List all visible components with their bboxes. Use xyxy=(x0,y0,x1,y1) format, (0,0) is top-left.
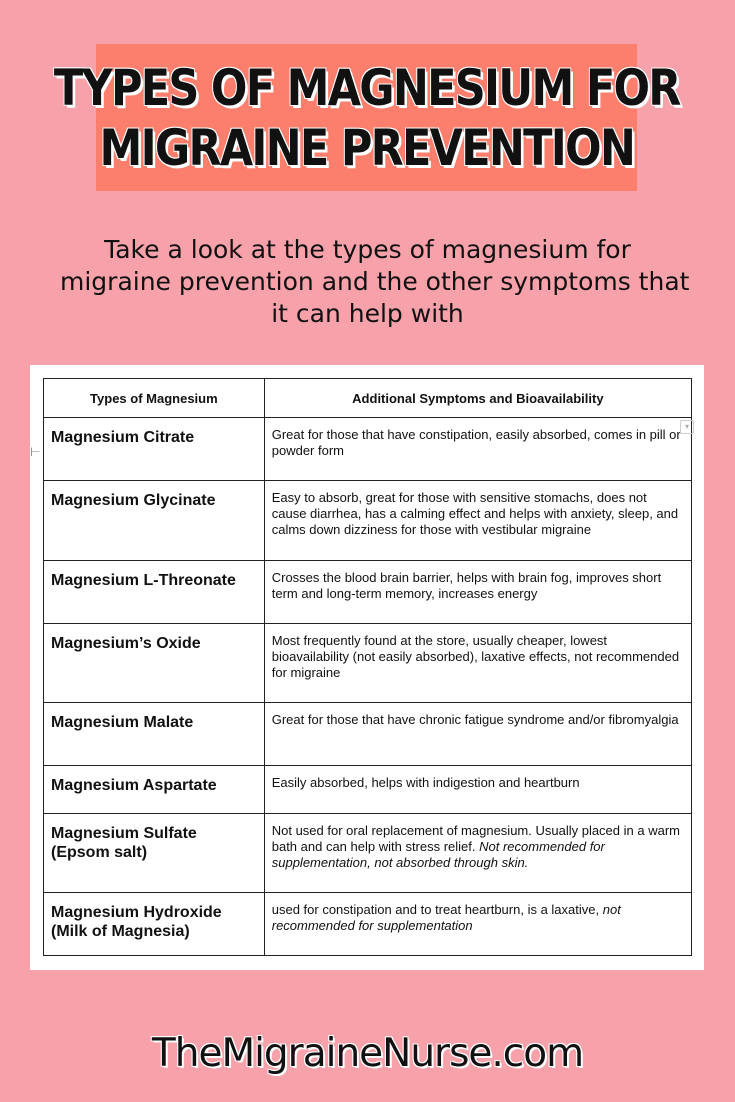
magnesium-type-name: Magnesium Citrate xyxy=(51,429,195,446)
table-row xyxy=(44,766,692,814)
symptoms-text: Great for those that have chronic fatigue syndrome and/or fibromyalgia xyxy=(271,712,679,727)
magnesium-type-name: Magnesium’s Oxide xyxy=(51,635,201,652)
magnesium-type-name: (Milk of Magnesia) xyxy=(51,923,190,940)
table-row xyxy=(44,893,692,956)
magnesium-type-name: Magnesium Sulfate xyxy=(51,825,197,842)
table-row xyxy=(44,624,692,703)
table-row xyxy=(44,418,692,481)
column-header-type: Types of Magnesium xyxy=(44,379,265,418)
intro-text xyxy=(60,234,690,330)
symptoms-cell xyxy=(264,814,691,893)
table-row xyxy=(44,561,692,624)
symptoms-cell xyxy=(264,893,691,956)
site-url: TheMigraineNurse.com xyxy=(151,1031,584,1076)
symptoms-text: Great for those that have constipation, easily absorbed, comes in pill or powder form xyxy=(271,427,681,458)
intro-line: Take a look at the types of magnesium for xyxy=(104,235,631,264)
magnesium-type-cell xyxy=(44,814,265,893)
table-header-row xyxy=(44,379,692,418)
table-row xyxy=(44,703,692,766)
symptoms-cell xyxy=(264,703,691,766)
symptoms-text: Easy to absorb, great for those with sensitive stomachs, does not cause diarrhea, has a calming effect and helps with anxiety, sleep, and calms down dizziness for those with vestibular migraine xyxy=(271,490,679,537)
magnesium-type-name: Magnesium Malate xyxy=(51,714,194,731)
intro-line: it can help with xyxy=(271,299,464,328)
magnesium-type-name: (Epsom salt) xyxy=(51,844,148,861)
page-title-line-2: MIGRAINE PREVENTION xyxy=(99,118,634,177)
magnesium-type-cell xyxy=(44,766,265,814)
magnesium-type-cell xyxy=(44,703,265,766)
symptoms-cell xyxy=(264,624,691,703)
intro-line: migraine prevention and the other symptoms that xyxy=(60,267,690,296)
dropdown-arrow-icon[interactable]: ▾ xyxy=(680,420,694,434)
magnesium-type-name: Magnesium L-Threonate xyxy=(51,572,236,589)
symptoms-cell xyxy=(264,481,691,561)
symptoms-text: used for constipation and to treat heartburn, is a laxative, xyxy=(271,902,600,917)
symptoms-text: Not used for oral replacement of magnesium. Usually placed in a warm bath and can help with stress relief. xyxy=(271,823,680,854)
magnesium-type-cell xyxy=(44,893,265,956)
recommendation-note: Not recommended for supplementation, not absorbed through skin. xyxy=(271,839,605,870)
symptoms-cell xyxy=(264,561,691,624)
symptoms-cell xyxy=(264,766,691,814)
magnesium-type-name: Magnesium Aspartate xyxy=(51,777,217,794)
title-banner xyxy=(53,44,680,191)
page-title-line-1: TYPES OF MAGNESIUM FOR xyxy=(53,58,680,117)
symptoms-text: Crosses the blood brain barrier, helps with brain fog, improves short term and long-term memory, increases energy xyxy=(271,570,662,601)
column-header-symptoms: Additional Symptoms and Bioavailability xyxy=(264,379,691,418)
recommendation-note: not recommended for supplementation xyxy=(271,902,621,933)
magnesium-type-name: Magnesium Glycinate xyxy=(51,492,216,509)
table-card xyxy=(30,365,704,970)
magnesium-table xyxy=(43,378,692,956)
magnesium-type-cell xyxy=(44,481,265,561)
text-cursor-icon: ⊢ xyxy=(30,445,41,459)
table-row xyxy=(44,814,692,893)
symptoms-text: Most frequently found at the store, usually cheaper, lowest bioavailability (not easily absorbed), laxative effects, not recommended for migraine xyxy=(271,633,680,680)
magnesium-type-cell xyxy=(44,561,265,624)
symptoms-text: Easily absorbed, helps with indigestion and heartburn xyxy=(271,775,580,790)
magnesium-type-cell xyxy=(44,624,265,703)
magnesium-type-name: Magnesium Hydroxide xyxy=(51,904,222,921)
table-row xyxy=(44,481,692,561)
symptoms-cell xyxy=(264,418,691,481)
magnesium-type-cell xyxy=(44,418,265,481)
